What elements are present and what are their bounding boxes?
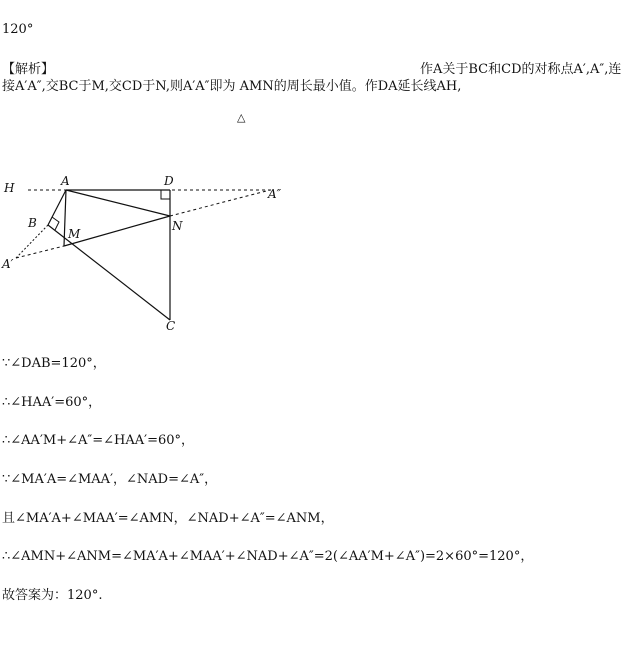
analysis-line2: 接A′A″,交BC于M,交CD于N,则A′A″即为 AMN的周长最小值。作DA延长线AH, (2, 79, 462, 94)
step-4: ∵∠MA′A=∠MAA′，∠NAD=∠A″， (2, 472, 218, 487)
label-A: A (61, 174, 70, 188)
triangle-symbol: △ (237, 111, 246, 124)
label-A-double: A″ (268, 187, 282, 201)
right-angle-B (52, 217, 59, 230)
dashed-A-prime-M (16, 246, 64, 258)
label-M: M (68, 227, 81, 241)
label-C: C (166, 319, 176, 333)
label-H: H (4, 181, 15, 195)
label-A-prime: A′ (2, 257, 14, 271)
step-6: ∴∠AMN+∠ANM=∠MA′A+∠MAA′+∠NAD+∠A″=2(∠AA′M+∠A″)=2×60°=120°， (2, 549, 534, 564)
segment-BC (48, 225, 170, 320)
segment-AN (66, 190, 170, 216)
answer-top: 120° (2, 22, 34, 37)
label-B: B (28, 216, 37, 230)
step-3: ∴∠AA′M+∠A″=∠HAA′=60°， (2, 433, 195, 448)
label-D: D (164, 174, 174, 188)
step-1: ∵∠DAB=120°， (2, 356, 106, 371)
right-angle-D (161, 190, 170, 199)
step-2: ∴∠HAA′=60°， (2, 395, 102, 410)
analysis-line1: 作A关于BC和CD的对称点A′,A″,连 (420, 62, 622, 77)
dashed-N-A-double (170, 190, 270, 216)
segment-AB (48, 190, 66, 225)
step-7: 故答案为：120°. (2, 588, 103, 603)
label-N: N (172, 219, 183, 233)
step-5: 且∠MA′A+∠MAA′=∠AMN，∠NAD+∠A″=∠ANM， (2, 511, 334, 526)
geometry-figure (0, 170, 310, 340)
analysis-label: 【解析】 (2, 62, 55, 77)
